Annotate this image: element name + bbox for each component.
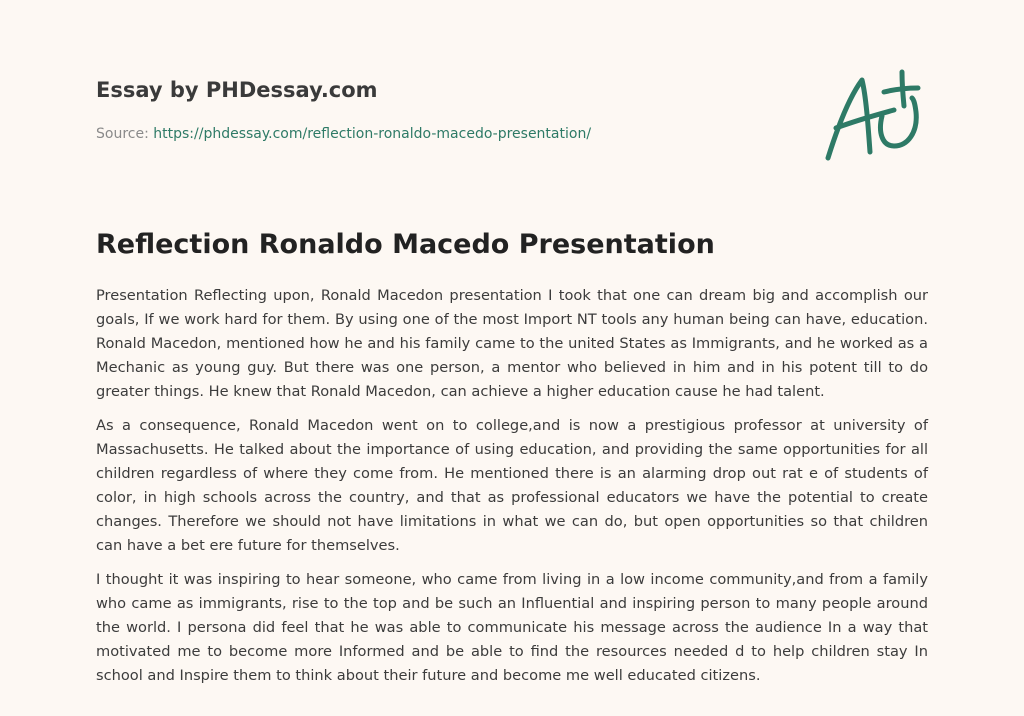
essay-body	[96, 284, 928, 698]
essay-paragraph: Presentation Reflecting upon, Ronald Macedon presentation I took that one can dream big and accomplish our goals, If we work hard for them. By using one of the most Import NT tools any human being can have, education. Ronald Macedon, mentioned how he and his family came to the united States as Immigrants, and he worked as a Mechanic as young guy. But there was one person, a mentor who believed in him and in his potent till to do greater things. He knew that Ronald Macedon, can achieve a higher education cause he had talent.	[96, 287, 928, 400]
essay-paragraph: As a consequence, Ronald Macedon went on to college,and is now a prestigious professor at university of Massachusetts. He talked about the importance of using education, and providing the same opportunities for all children regardless of where they come from. He mentioned there is an alarming drop out rat e of students of color, in high schools across the country, and that as professional educators we have the potential to create changes. Therefore we should not have limitations in what we can do, but open opportunities so that children can have a bet ere future for themselves.	[96, 417, 928, 554]
source-link[interactable]: https://phdessay.com/reflection-ronaldo-macedo-presentation/	[153, 126, 592, 142]
source-line	[96, 125, 796, 143]
essay-paragraph: I thought it was inspiring to hear someone, who came from living in a low income community,and from a family who came as immigrants, rise to the top and be such an Influential and inspiring person to many people around the world. I persona did feel that he was able to communicate his message across the audience In a way that motivated me to become more Informed and be able to find the resources needed d to help children stay In school and Inspire them to think about their future and become me well educated citizens.	[96, 571, 928, 684]
essay-title: Reflection Ronaldo Macedo Presentation	[96, 229, 715, 260]
brand-title: Essay by PHDessay.com	[96, 78, 378, 102]
a-plus-logo-icon	[822, 66, 928, 166]
document-header	[96, 76, 796, 143]
source-label: Source:	[96, 126, 149, 142]
